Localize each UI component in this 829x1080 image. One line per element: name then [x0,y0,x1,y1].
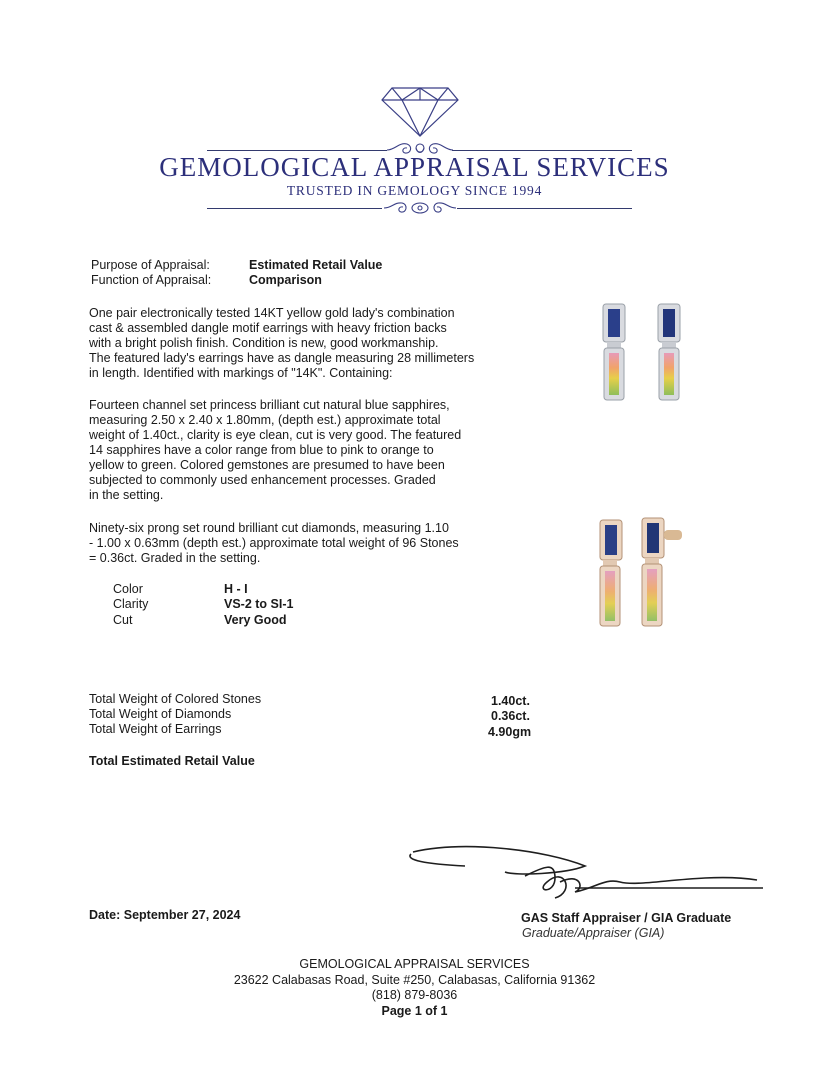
sapphire-description: Fourteen channel set princess brilliant cut natural blue sapphires, measuring 2.50 x 2.40 x 1.80mm, (depth est.) approximate total weight of 1.40ct., clarity is eye clean, cut is very good. The featured 14 sapphires have a color range from blue to pink to orange to yellow to green. Colored gemstones are presumed to have been subjected to commonly used enhancement processes. Graded in the setting. [89,398,462,502]
purpose-value: Estimated Retail Value [249,258,383,272]
purpose-label: Purpose of Appraisal: [91,258,210,272]
total-diamonds-value: 0.36ct. [491,709,530,723]
function-label: Function of Appraisal: [91,273,212,287]
grade-color-label: Color [113,582,143,596]
header-rule-top-left [207,150,387,151]
grade-color-value: H - I [224,582,248,596]
total-diamonds-label: Total Weight of Diamonds [89,707,232,721]
header-rule-bottom-left [207,208,382,209]
diamond-icon [378,84,462,140]
header-rule-top-right [452,150,632,151]
date: Date: September 27, 2024 [89,908,241,922]
earrings-side-photo [590,512,695,634]
footer-company: GEMOLOGICAL APPRAISAL SERVICES [299,957,530,971]
flourish-bottom-icon [382,199,458,219]
grade-cut-label: Cut [113,613,133,627]
grade-cut-value: Very Good [224,613,287,627]
appraiser-signature [405,842,765,904]
company-tagline: TRUSTED IN GEMOLOGY SINCE 1994 [286,183,543,198]
total-earrings-value: 4.90gm [488,725,532,739]
diamond-description: Ninety-six prong set round brilliant cut diamonds, measuring 1.10 - 1.00 x 0.63mm (depth est.) approximate total weight of 96 Stones = 0.36ct. Graded in the setting. [89,521,459,565]
function-value: Comparison [249,273,322,287]
grade-clarity-value: VS-2 to SI-1 [224,597,294,611]
company-name: GEMOLOGICAL APPRAISAL SERVICES [159,152,670,182]
total-value-label: Total Estimated Retail Value [89,754,255,768]
appraiser-title: GAS Staff Appraiser / GIA Graduate [521,911,732,925]
grade-clarity-label: Clarity [113,597,149,611]
header-rule-bottom-right [457,208,632,209]
footer-phone: (818) 879-8036 [371,988,458,1002]
appraiser-subtitle: Graduate/Appraiser (GIA) [522,926,665,940]
item-description: One pair electronically tested 14KT yellow gold lady's combination cast & assembled dangle motif earrings with heavy friction backs with a bright polish finish. Condition is new, good workmanship. The featured lady's earrings have as dangle measuring 28 millimeters in length. Identified with markings of "14K". Containing: [89,306,475,380]
earrings-front-photo [595,296,695,406]
footer-address: 23622 Calabasas Road, Suite #250, Calabasas, California 91362 [233,973,596,987]
total-earrings-label: Total Weight of Earrings [89,722,222,736]
total-colored-label: Total Weight of Colored Stones [89,692,262,706]
total-colored-value: 1.40ct. [491,694,530,708]
footer-page: Page 1 of 1 [381,1004,448,1018]
